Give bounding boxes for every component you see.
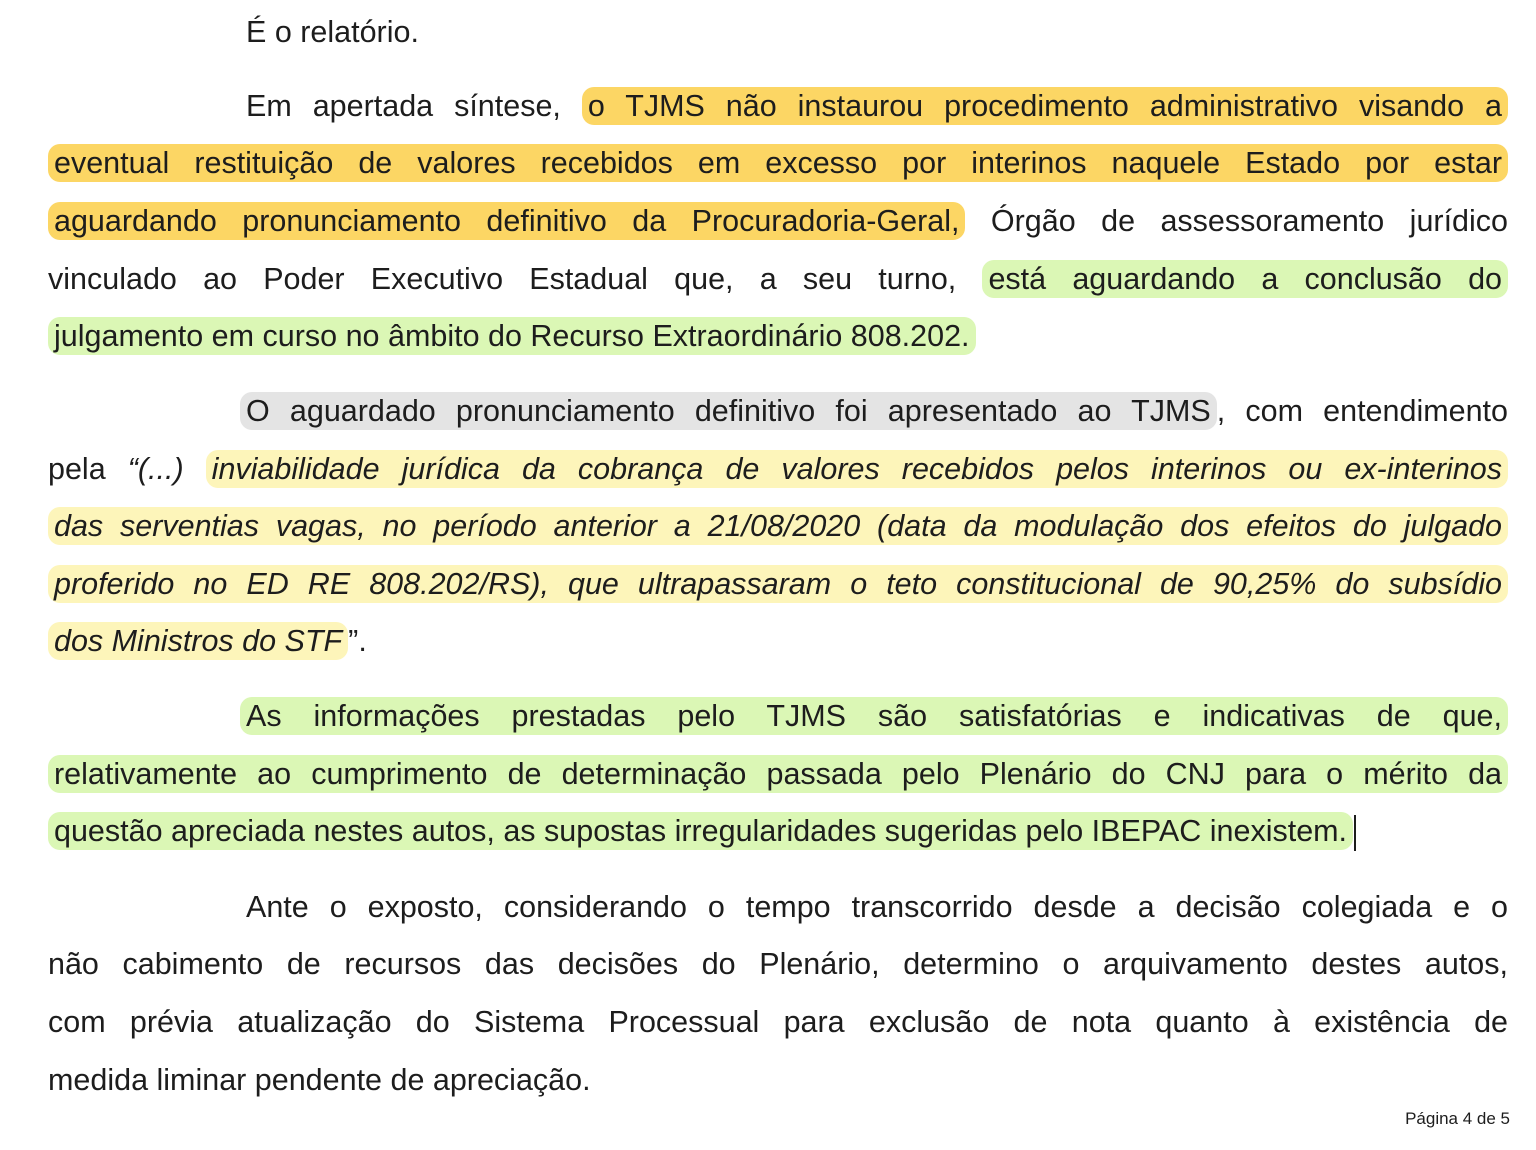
highlight-green: está aguardando a conclusão do — [982, 260, 1508, 298]
text-segment: vinculado ao Poder Executivo Estadual que, a seu turno, — [48, 262, 983, 296]
paragraph-4-line-4: medida liminar pendente de apreciação. — [48, 1063, 591, 1097]
highlight-orange: o TJMS não instaurou procedimento administrativo visando a — [582, 87, 1508, 125]
text-segment: Órgão de assessoramento jurídico — [965, 204, 1509, 238]
paragraph-3-line-2 — [48, 754, 1508, 794]
paragraph-2-line-3 — [48, 506, 1508, 546]
paragraph-4-line-3: com prévia atualização do Sistema Processual para exclusão de nota quanto à existência de — [48, 1005, 1508, 1039]
paragraph-3-line-3 — [48, 811, 1508, 851]
paragraph-1-line-3 — [48, 201, 1508, 241]
quote-open: “(...) — [127, 452, 184, 486]
paragraph-4-line-1: Ante o exposto, considerando o tempo transcorrido desde a decisão colegiada e o — [246, 890, 1508, 924]
highlight-yellow: inviabilidade jurídica da cobrança de valores recebidos pelos interinos ou ex-interinos — [206, 450, 1508, 488]
text-segment: pela — [48, 452, 128, 486]
paragraph-1-line-2 — [48, 143, 1508, 183]
highlight-orange: aguardando pronunciamento definitivo da Procuradoria-Geral, — [48, 202, 965, 240]
paragraph-1-line-1 — [246, 86, 1508, 126]
text-segment: Em apertada síntese, — [246, 89, 582, 123]
highlight-green: questão apreciada nestes autos, as supostas irregularidades sugeridas pelo IBEPAC inexistem. — [48, 812, 1353, 850]
text-segment: ”. — [348, 624, 367, 658]
highlight-green: As informações prestadas pelo TJMS são satisfatórias e indicativas de que, — [240, 697, 1508, 735]
text-segment: , com entendimento — [1216, 394, 1508, 428]
paragraph-2-line-2 — [48, 449, 1508, 489]
highlight-yellow: proferido no ED RE 808.202/RS), que ultrapassaram o teto constitucional de 90,25% do subsídio — [48, 565, 1508, 603]
report-line: É o relatório. — [246, 15, 419, 49]
highlight-gray: O aguardado pronunciamento definitivo foi apresentado ao TJMS — [240, 392, 1217, 430]
paragraph-1-line-5 — [48, 316, 1508, 356]
paragraph-4-line-2: não cabimento de recursos das decisões do Plenário, determino o arquivamento destes autos, — [48, 947, 1508, 981]
paragraph-1-line-4 — [48, 259, 1508, 299]
highlight-yellow: das serventias vagas, no período anterior a 21/08/2020 (data da modulação dos efeitos do julgado — [48, 507, 1508, 545]
paragraph-3-line-1 — [240, 696, 1508, 736]
page-number: Página 4 de 5 — [1405, 1109, 1510, 1128]
text-cursor — [1354, 815, 1356, 851]
highlight-orange: eventual restituição de valores recebidos em excesso por interinos naquele Estado por estar — [48, 144, 1508, 182]
paragraph-2-line-5 — [48, 621, 1508, 661]
paragraph-2-line-1 — [240, 391, 1508, 431]
paragraph-2-line-4 — [48, 564, 1508, 604]
highlight-yellow: dos Ministros do STF — [48, 622, 348, 660]
highlight-green: relativamente ao cumprimento de determinação passada pelo Plenário do CNJ para o mérito da — [48, 755, 1508, 793]
highlight-green: julgamento em curso no âmbito do Recurso Extraordinário 808.202. — [48, 317, 976, 355]
